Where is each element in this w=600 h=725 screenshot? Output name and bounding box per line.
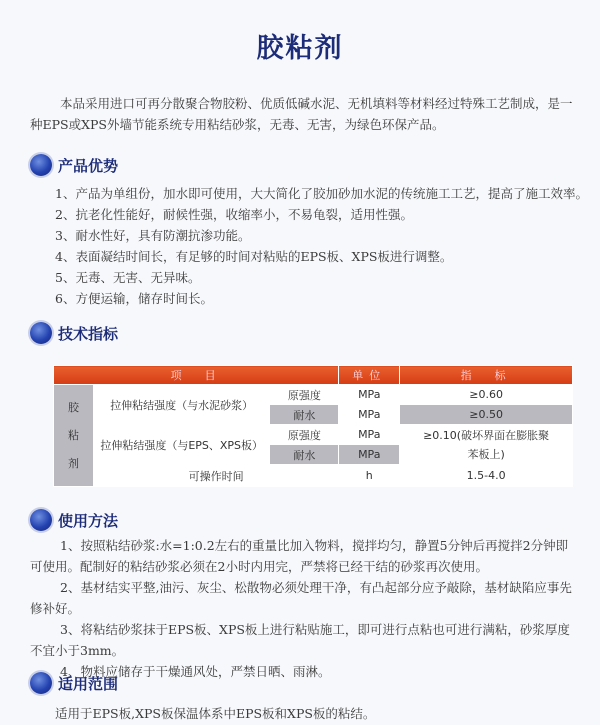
cell-value: ≥0.60 (400, 385, 573, 405)
cell-unit: MPa (339, 405, 400, 425)
cell-sub: 原强度 (270, 425, 339, 445)
bullet-ball-icon (30, 322, 52, 344)
side-char: 粘 (67, 428, 79, 442)
header-item: 项 目 (54, 366, 339, 385)
section-advantages-heading (30, 153, 118, 177)
cell-value: ≥0.10(破坏界面在膨胀聚苯板上) (400, 425, 573, 465)
table-row (54, 465, 573, 487)
scope-text: 适用于EPS板,XPS板保温体系中EPS板和XPS板的粘结。 (55, 706, 376, 721)
intro-paragraph: 本品采用进口可再分散聚合物胶粉、优质低碱水泥、无机填料等材料经过特殊工艺制成，是一种EPS或XPS外墙节能系统专用粘结砂浆，无毒、无害，为绿色环保产品。 (30, 96, 573, 132)
specs-table (53, 365, 573, 487)
cell-unit: MPa (339, 425, 400, 445)
cell-unit: h (339, 465, 400, 487)
usage-list (30, 535, 580, 682)
side-char: 胶 (67, 400, 79, 414)
section-label: 使用方法 (58, 511, 119, 530)
cell-value: 1.5-4.0 (400, 465, 573, 487)
cell-value: ≥0.50 (400, 405, 573, 425)
page-title: 胶粘剂 (256, 33, 344, 64)
cell-sub: 耐水 (270, 405, 339, 425)
header-unit: 单位 (339, 366, 400, 385)
section-specs-heading (30, 321, 118, 345)
table-row (54, 385, 573, 405)
section-label: 适用范围 (58, 674, 119, 693)
list-item: 1、按照粘结砂浆:水=1:0.2左右的重量比加入物料，搅拌均匀，静置5分钟后再搅拌2分钟即可使用。配制好的粘结砂浆必须在2小时内用完，严禁将已经干结的砂浆再次使用。 (30, 538, 569, 574)
section-label: 技术指标 (58, 324, 119, 343)
cell-unit: MPa (339, 385, 400, 405)
cell-item: 可操作时间 (93, 465, 338, 487)
list-item: 4、物料应储存于干燥通风处，严禁日晒、雨淋。 (60, 664, 331, 679)
header-value: 指 标 (400, 366, 573, 385)
section-label: 产品优势 (58, 156, 119, 175)
table-row (54, 425, 573, 445)
bullet-ball-icon (30, 154, 52, 176)
list-item: 3、将粘结砂浆抹于EPS板、XPS板上进行粘贴施工，即可进行点粘也可进行满粘，砂浆厚度不宜小于3mm。 (30, 622, 570, 658)
list-item: 5、无毒、无害、无异味。 (55, 270, 201, 285)
list-item: 2、抗老化性能好，耐候性强，收缩率小，不易龟裂，适用性强。 (55, 207, 413, 222)
cell-sub: 耐水 (270, 445, 339, 465)
cell-sub: 原强度 (270, 385, 339, 405)
table-header-row (54, 366, 573, 385)
side-label (54, 385, 94, 487)
advantages-list (55, 183, 588, 309)
list-item: 1、产品为单组份，加水即可使用，大大简化了胶加砂加水泥的传统施工工艺，提高了施工效率。 (55, 186, 588, 201)
list-item: 6、方便运输，储存时间长。 (55, 291, 213, 306)
cell-unit: MPa (339, 445, 400, 465)
section-usage-heading (30, 508, 118, 532)
cell-item: 拉伸粘结强度（与水泥砂浆） (93, 385, 270, 425)
side-char: 剂 (67, 456, 79, 470)
list-item: 2、基材结实平整,油污、灰尘、松散物必须处理干净，有凸起部分应予敲除，基材缺陷应事先修补好。 (30, 580, 572, 616)
bullet-ball-icon (30, 672, 52, 694)
list-item: 4、表面凝结时间长，有足够的时间对粘贴的EPS板、XPS板进行调整。 (55, 249, 453, 264)
bullet-ball-icon (30, 509, 52, 531)
cell-item: 拉伸粘结强度（与EPS、XPS板） (93, 425, 270, 465)
list-item: 3、耐水性好，具有防潮抗渗功能。 (55, 228, 251, 243)
section-scope-heading (30, 671, 118, 695)
